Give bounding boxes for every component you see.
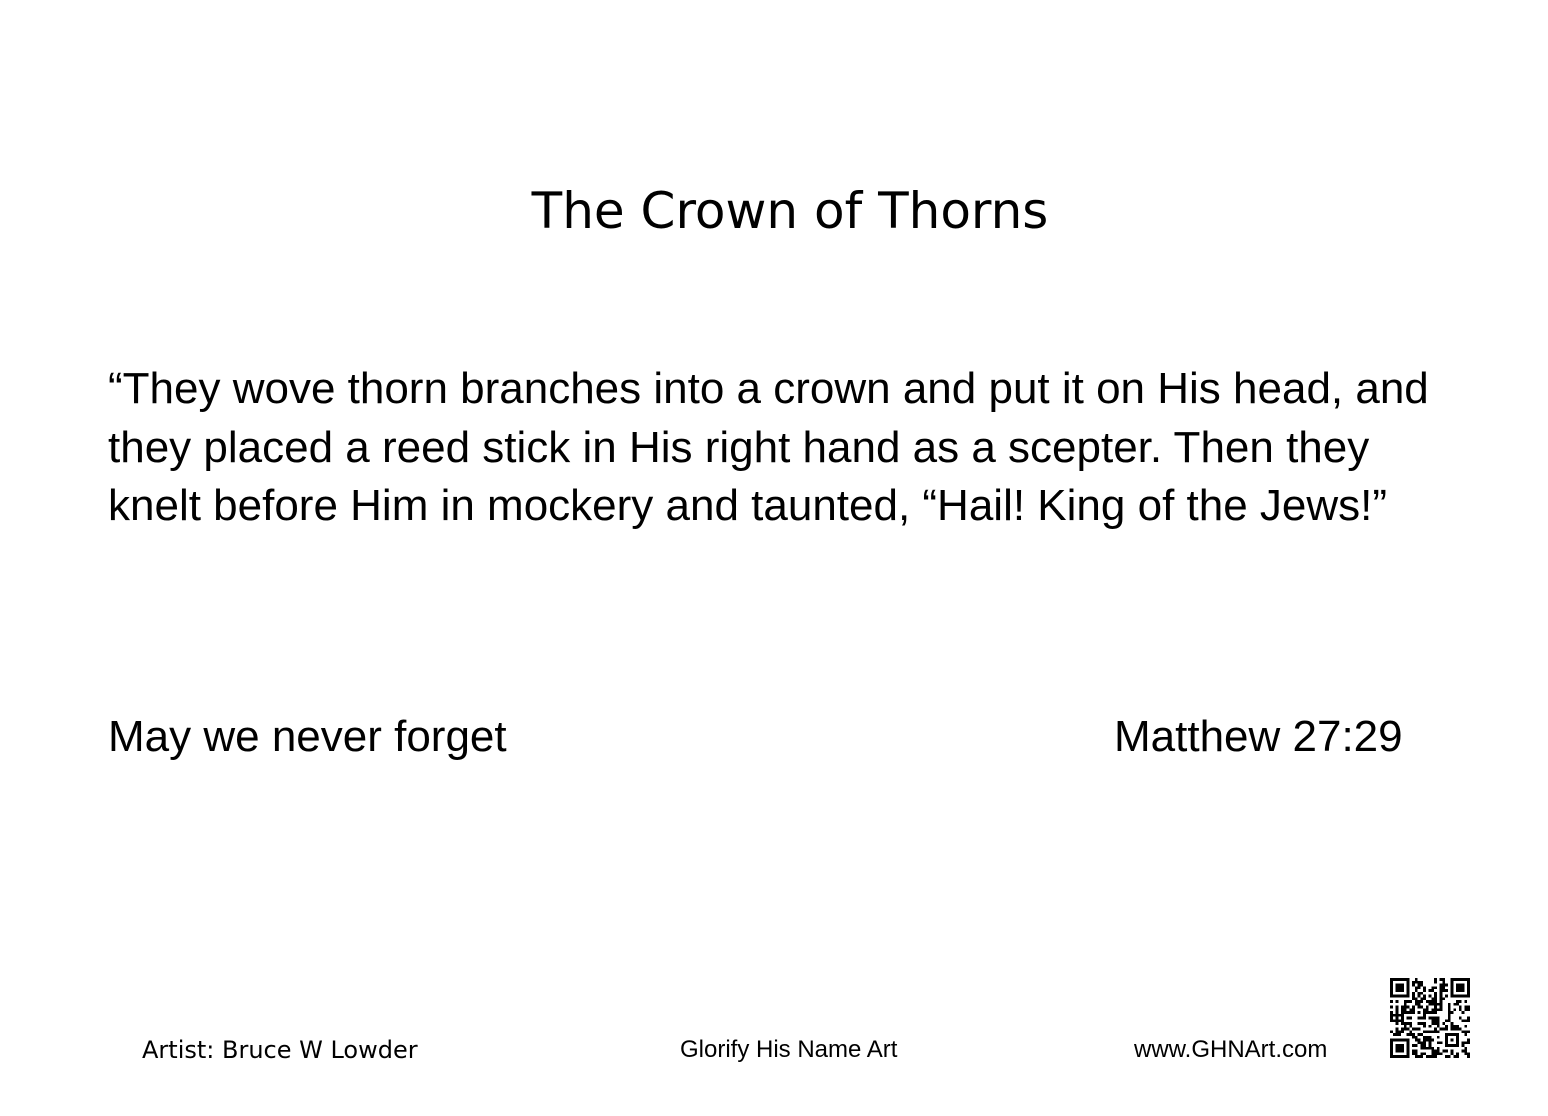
brand-name: Glorify His Name Art [680,1036,898,1063]
scripture-reference: Matthew 27:29 [1114,712,1403,761]
motto: May we never forget [108,712,507,761]
website-link[interactable]: www.GHNArt.com [1134,1036,1328,1063]
artist-credit: Artist: Bruce W Lowder [142,1036,418,1064]
scripture-quote: “They wove thorn branches into a crown and put it on His head, and they placed a reed stick in His right hand as a scepter. Then they knelt before Him in mockery and taunted, “Hail! King of the Jews!” [108,364,1429,530]
qr-code-icon[interactable] [1390,978,1470,1058]
page-title: The Crown of Thorns [531,182,1049,240]
